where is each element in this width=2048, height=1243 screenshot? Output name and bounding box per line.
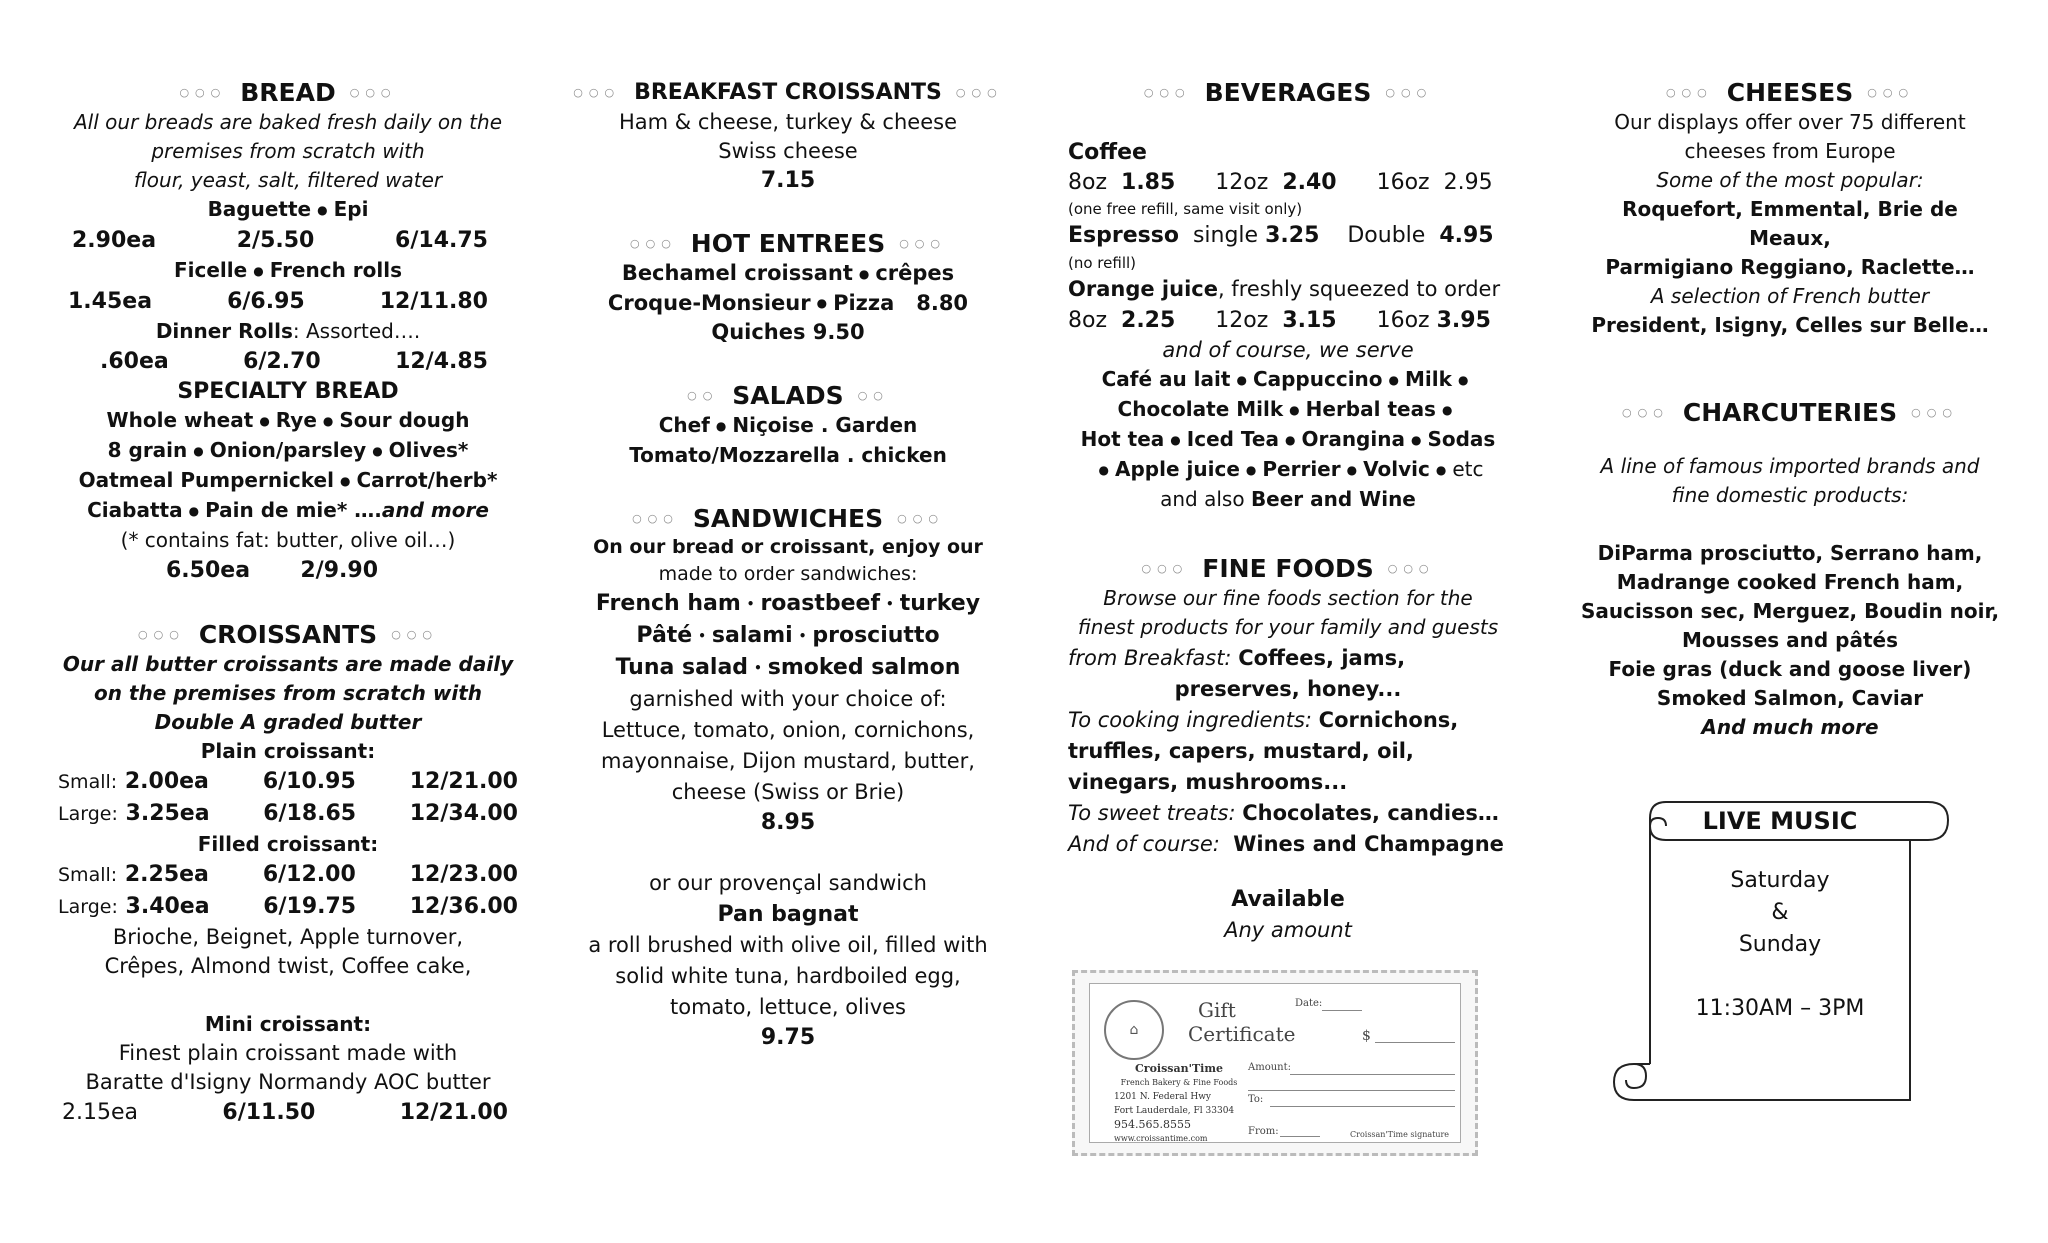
drinks-row-2: Chocolate Milk ● Herbal teas ● [1117, 397, 1453, 421]
dinner-rolls-label: Dinner Rolls: Assorted…. [155, 319, 421, 343]
specialty-row-2: 8 grain ● Onion/parsley ● Olives* [107, 438, 469, 462]
garnish-1: garnished with your choice of: [629, 687, 947, 711]
cheeses-intro-1: Our displays offer over 75 different [1614, 110, 1966, 134]
fine-foods-intro-2: finest products for your family and guests [1077, 615, 1499, 639]
bread-intro-1: All our breads are baked fresh daily on the [74, 110, 502, 134]
drinks-row-4: ● Apple juice ● Perrier ● Volvic ● etc [1098, 457, 1484, 481]
fine-sweet-row: To sweet treats: Chocolates, candies… [1068, 801, 1499, 825]
hot-entrees-heading: ○○○ HOT ENTREES ○○○ [630, 229, 946, 258]
provencal-line: or our provençal sandwich [649, 871, 927, 895]
garnish-3: mayonnaise, Dijon mustard, butter, [601, 749, 975, 773]
plain-large-row: Large: 3.25ea 6/18.65 12/34.00 [58, 801, 518, 826]
filled-small-row: Small: 2.25ea 6/12.00 12/23.00 [58, 862, 518, 887]
ficelle-prices: 1.45ea 6/6.95 12/11.80 [68, 289, 488, 314]
espresso-row: Espresso single 3.25 Double 4.95 [1068, 223, 1494, 248]
gift-certificate [1072, 970, 1478, 1156]
pan-bagnat-title: Pan bagnat [717, 902, 859, 927]
drinks-row-1: Café au lait ● Cappuccino ● Milk ● [1101, 367, 1469, 391]
cheeses-heading: ○○○ CHEESES ○○○ [1665, 78, 1915, 107]
other-pastries-2: Crêpes, Almond twist, Coffee cake, [104, 954, 472, 978]
charcuteries-intro-2: fine domestic products: [1671, 483, 1909, 507]
dinner-rolls-prices: .60ea 6/2.70 12/4.85 [100, 349, 488, 374]
bread-intro-3: flour, yeast, salt, filtered water [133, 168, 443, 192]
garnish-4: cheese (Swiss or Brie) [671, 780, 905, 804]
pan-desc-1: a roll brushed with olive oil, filled with [588, 933, 988, 957]
live-music-title: LIVE MUSIC [1702, 807, 1858, 835]
sandwich-price: 8.95 [760, 810, 816, 835]
column-bread-croissants [58, 78, 518, 1128]
coffee-label: Coffee [1068, 140, 1147, 165]
gift-cert-title: Gift Certificate [1188, 998, 1296, 1046]
sandwich-row-2: Pâté • salami • prosciutto [636, 623, 940, 648]
breakfast-line-1: Ham & cheese, turkey & cheese [619, 110, 957, 134]
butter-label: A selection of French butter [1650, 284, 1930, 308]
sandwich-row-1: French ham • roastbeef • turkey [595, 591, 981, 616]
cheeses-list-1: Roquefort, Emmental, Brie de Meaux, [1622, 197, 1958, 250]
hot-line-1: Bechamel croissant ● crêpes [621, 261, 955, 285]
salads-line-2: Tomato/Mozzarella . chicken [629, 443, 947, 467]
plain-croissant-title: Plain croissant: [200, 739, 376, 763]
dollar-sign: $ [1362, 1028, 1371, 1044]
dollar-rule [1375, 1042, 1455, 1043]
cheeses-list-2: Parmigiano Reggiano, Raclette… [1605, 255, 1975, 279]
hot-line-2: Croque-Monsieur ● Pizza 8.80 [607, 290, 969, 315]
bread-heading: ○○○ BREAD ○○○ [179, 78, 397, 107]
mini-croissant-title: Mini croissant: [204, 1012, 372, 1036]
butter-list: President, Isigny, Celles sur Belle… [1591, 313, 1989, 337]
croissants-heading: ○○○ CROISSANTS ○○○ [138, 620, 438, 649]
from-label: From: [1248, 1126, 1279, 1137]
croissants-intro-3: Double A graded butter [154, 710, 422, 734]
charcuterie-item-5: Foie gras (duck and goose liver) [1608, 657, 1972, 681]
charcuterie-item-4: Mousses and pâtés [1682, 628, 1898, 652]
specialty-row-1: Whole wheat ● Rye ● Sour dough [106, 408, 470, 432]
croissants-intro-2: on the premises from scratch with [93, 681, 483, 705]
specialty-row-4: Ciabatta ● Pain de mie* ….and more [87, 498, 489, 522]
live-music-scroll [1610, 800, 1950, 1115]
fine-breakfast-row-2: preserves, honey... [1174, 677, 1402, 701]
ficelle-label: Ficelle ● French rolls [173, 258, 403, 282]
breakfast-price: 7.15 [760, 168, 816, 193]
beer-wine-line: and also Beer and Wine [1160, 487, 1416, 511]
fine-foods-intro-1: Browse our fine foods section for the [1103, 586, 1473, 610]
other-pastries-1: Brioche, Beignet, Apple turnover, [112, 925, 464, 949]
breakfast-line-2: Swiss cheese [718, 139, 858, 163]
cheeses-popular: Some of the most popular: [1656, 168, 1924, 192]
charcuterie-more: And much more [1701, 715, 1879, 739]
live-music-body [1650, 865, 1910, 1025]
sandwiches-intro-1: On our bread or croissant, enjoy our [593, 536, 983, 558]
serve-line: and of course, we serve [1162, 338, 1414, 362]
filled-croissant-title: Filled croissant: [197, 832, 379, 856]
fine-breakfast-row: from Breakfast: Coffees, jams, [1068, 646, 1406, 670]
bread-intro-2: premises from scratch with [151, 139, 425, 163]
coffee-note: (one free refill, same visit only) [1068, 200, 1303, 218]
music-day-2: Sunday [1738, 932, 1822, 957]
hot-line-3: Quiches 9.50 [711, 320, 865, 344]
charcuteries-intro-1: A line of famous imported brands and [1600, 454, 1980, 478]
bakery-address: Croissan'Time French Bakery & Fine Foods 1201 N. Federal Hwy Fort Lauderdale, Fl 33304 954.565.8555 www.croissantime.com [1114, 1062, 1238, 1143]
pan-desc-3: tomato, lettuce, olives [670, 995, 906, 1019]
mini-desc-2: Baratte d'Isigny Normandy AOC butter [85, 1070, 491, 1094]
contains-fat-note: (* contains fat: butter, olive oil…) [120, 528, 456, 552]
charcuterie-item-1: DiParma prosciutto, Serrano ham, [1597, 541, 1983, 565]
salads-heading: ○○ SALADS ○○ [687, 381, 889, 410]
mini-desc-1: Finest plain croissant made with [118, 1041, 458, 1065]
specialty-row-3: Oatmeal Pumpernickel ● Carrot/herb* [78, 468, 498, 492]
column-beverages-fine-foods [1068, 78, 1508, 945]
sandwiches-heading: ○○○ SANDWICHES ○○○ [632, 504, 944, 533]
baguette-prices: 2.90ea 2/5.50 6/14.75 [72, 228, 488, 253]
column-cheeses-charcuteries [1580, 78, 2000, 742]
salads-line-1: Chef ● Niçoise . Garden [658, 413, 918, 437]
to-rule [1270, 1106, 1455, 1107]
pan-price: 9.75 [760, 1025, 816, 1050]
fine-foods-heading: ○○○ FINE FOODS ○○○ [1141, 554, 1435, 583]
gift-any-amount: Any amount [1224, 918, 1352, 942]
sandwiches-intro-2: made to order sandwiches: [658, 563, 918, 585]
bakery-seal-icon: ⌂ [1104, 1000, 1164, 1060]
date-rule [1322, 1010, 1362, 1011]
amount-label: Amount: [1248, 1062, 1291, 1073]
charcuterie-item-2: Madrange cooked French ham, [1616, 570, 1964, 594]
column-breakfast-sandwiches [568, 78, 1008, 1052]
sandwich-row-3: Tuna salad • smoked salmon [615, 655, 961, 680]
espresso-note: (no refill) [1068, 254, 1137, 272]
beverages-heading: ○○○ BEVERAGES ○○○ [1143, 78, 1433, 107]
music-amp: & [1771, 900, 1789, 925]
fine-cooking-row-3: vinegars, mushrooms... [1068, 770, 1348, 794]
orange-juice-prices: 8oz 2.25 12oz 3.15 16oz 3.95 [1068, 308, 1491, 333]
garnish-2: Lettuce, tomato, onion, cornichons, [601, 718, 975, 742]
to-label: To: [1248, 1094, 1264, 1105]
coffee-prices: 8oz 1.85 12oz 2.40 16oz 2.95 [1068, 170, 1493, 195]
date-label: Date: [1295, 998, 1323, 1009]
orange-juice-row: Orange juice, freshly squeezed to order [1068, 277, 1501, 301]
plain-small-row: Small: 2.00ea 6/10.95 12/21.00 [58, 769, 518, 794]
specialty-prices: 6.50ea 2/9.90 [166, 558, 378, 583]
music-day-1: Saturday [1730, 868, 1830, 893]
filled-large-row: Large: 3.40ea 6/19.75 12/36.00 [58, 894, 518, 919]
signature-label: Croissan'Time signature [1350, 1130, 1450, 1139]
charcuteries-heading: ○○○ CHARCUTERIES ○○○ [1622, 398, 1958, 427]
charcuterie-item-6: Smoked Salmon, Caviar [1656, 686, 1924, 710]
gift-certificate-card [1089, 983, 1461, 1143]
baguette-label: Baguette ● Epi [207, 197, 369, 221]
amount-rule [1290, 1074, 1455, 1075]
music-hours: 11:30AM – 3PM [1695, 996, 1865, 1021]
amount-rule-2 [1248, 1090, 1455, 1091]
mini-prices: 2.15ea 6/11.50 12/21.00 [62, 1100, 508, 1125]
specialty-bread-title: SPECIALTY BREAD [177, 379, 399, 404]
charcuterie-item-3: Saucisson sec, Merguez, Boudin noir, [1580, 599, 2000, 623]
gift-available: Available [1231, 887, 1345, 912]
drinks-row-3: Hot tea ● Iced Tea ● Orangina ● Sodas [1080, 427, 1496, 451]
cheeses-intro-2: cheeses from Europe [1684, 139, 1896, 163]
croissants-intro-1: Our all butter croissants are made daily [62, 652, 514, 676]
fine-cooking-row-2: truffles, capers, mustard, oil, [1068, 739, 1414, 763]
fine-course-row: And of course: Wines and Champagne [1068, 832, 1504, 856]
breakfast-heading: ○○○ BREAKFAST CROISSANTS ○○○ [573, 80, 1003, 105]
from-rule [1280, 1136, 1320, 1137]
pan-desc-2: solid white tuna, hardboiled egg, [615, 964, 961, 988]
fine-cooking-row: To cooking ingredients: Cornichons, [1068, 708, 1459, 732]
